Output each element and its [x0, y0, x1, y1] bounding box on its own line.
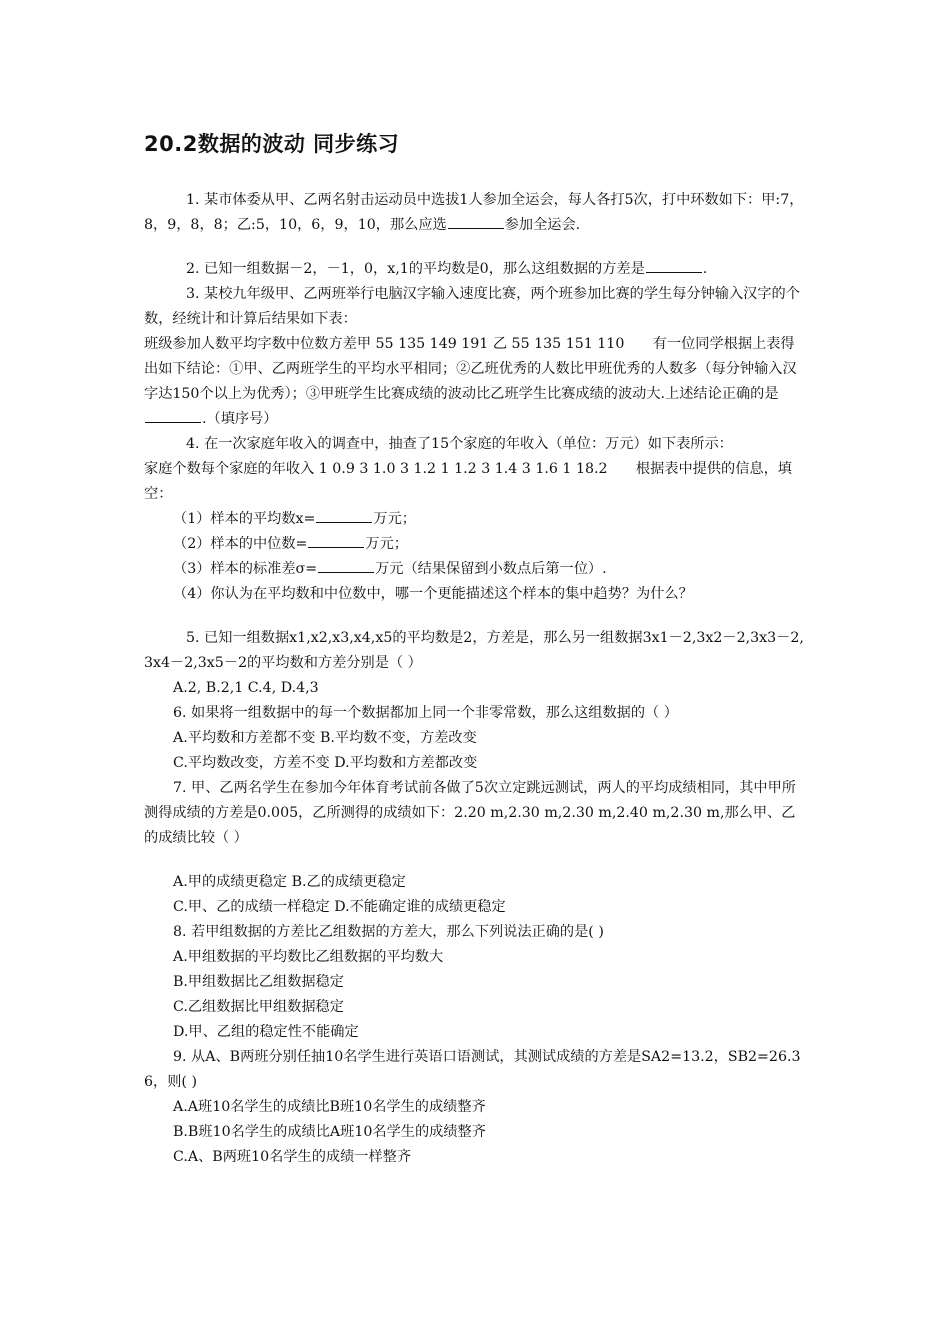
- question-2-text: 2. 已知一组数据－2，－1，0，x,1的平均数是0，那么这组数据的方差是: [186, 261, 645, 277]
- sub-3-text: （3）样本的标准差σ=: [173, 561, 318, 577]
- question-6: 6. 如果将一组数据中的每一个数据都加上同一个非零常数，那么这组数据的（ ）: [173, 705, 678, 721]
- question-3-table: 班级参加人数平均字数中位数方差甲 55 135 149 191 乙 55 135 151 110 有一位同学根据上表得出如下结论：①甲、乙两班学生的平均水平相同；②乙班优秀的人数比甲班优秀的人数多（每分钟输入汉字达150个以上为优秀）；③甲班学生比赛成绩的波动比乙班学生比赛成绩的波动大.上述结论正确的是: [144, 336, 797, 402]
- question-9-option-c: C.A、B两班10名学生的成绩一样整齐: [173, 1149, 412, 1165]
- page-title: 20.2数据的波动 同步练习: [144, 132, 400, 156]
- question-1: [144, 188, 808, 238]
- question-7-options-cd: C.甲、乙的成绩一样稳定 D.不能确定谁的成绩更稳定: [173, 899, 506, 915]
- answer-blank[interactable]: [316, 508, 372, 523]
- question-9-option-b: B.B班10名学生的成绩比A班10名学生的成绩整齐: [173, 1124, 486, 1140]
- question-6-options-cd: C.平均数改变，方差不变 D.平均数和方差都改变: [173, 755, 478, 771]
- question-4-sub-3: [144, 557, 808, 582]
- sub-2-text: （2）样本的中位数=: [173, 536, 308, 552]
- question-9: 9. 从A、B两班分别任抽10名学生进行英语口语测试，其测试成绩的方差是SA2=13.2，SB2=26.36，则( ): [144, 1049, 801, 1090]
- question-7: 7. 甲、乙两名学生在参加今年体育考试前各做了5次立定跳远测试，两人的平均成绩相同，其中甲所测得成绩的方差是0.005，乙所测得的成绩如下：2.20 m,2.30 m,2.30 m,2.40 m,2.30 m,那么甲、乙的成绩比较（ ）: [144, 780, 796, 846]
- sub-1-unit: 万元；: [373, 511, 416, 527]
- sub-1-text: （1）样本的平均数x=: [173, 511, 316, 527]
- question-7-options-ab: A.甲的成绩更稳定 B.乙的成绩更稳定: [173, 874, 406, 890]
- question-1-text: 1. 某市体委从甲、乙两名射击运动员中选拔1人参加全运会，每人各打5次，打中环数如下：甲:7，8，9，8，8；乙:5，10，6，9，10，那么应选: [144, 192, 804, 233]
- answer-blank[interactable]: [318, 558, 374, 573]
- question-4-sub-2: [144, 532, 808, 557]
- question-6-options-ab: A.平均数和方差都不变 B.平均数不变，方差改变: [173, 730, 477, 746]
- question-3-text-end: .（填序号）: [202, 411, 278, 427]
- answer-blank[interactable]: [646, 258, 702, 273]
- question-8-option-a: A.甲组数据的平均数比乙组数据的平均数大: [173, 949, 444, 965]
- question-4-intro: 4. 在一次家庭年收入的调查中，抽查了15个家庭的年收入（单位：万元）如下表所示：: [186, 436, 733, 452]
- question-9-option-a: A.A班10名学生的成绩比B班10名学生的成绩整齐: [173, 1099, 486, 1115]
- question-4-sub-1: [144, 507, 808, 532]
- question-2-text-end: .: [702, 261, 708, 277]
- question-3-intro: 3. 某校九年级甲、乙两班举行电脑汉字输入速度比赛，两个班参加比赛的学生每分钟输入汉字的个数，经统计和计算后结果如下表：: [144, 286, 800, 327]
- question-4-table: 家庭个数每个家庭的年收入 1 0.9 3 1.0 3 1.2 1 1.2 3 1.4 3 1.6 1 18.2 根据表中提供的信息，填空：: [144, 461, 792, 502]
- question-3-table-text: [144, 332, 808, 432]
- answer-blank[interactable]: [308, 533, 364, 548]
- question-8-option-b: B.甲组数据比乙组数据稳定: [173, 974, 344, 990]
- question-1-text-end: 参加全运会.: [504, 217, 581, 233]
- sub-3-unit: 万元（结果保留到小数点后第一位）.: [375, 561, 607, 577]
- question-8: 8. 若甲组数据的方差比乙组数据的方差大，那么下列说法正确的是( ): [173, 924, 604, 940]
- question-5: 5. 已知一组数据x1,x2,x3,x4,x5的平均数是2，方差是，那么另一组数据3x1－2,3x2－2,3x3－2,3x4－2,3x5－2的平均数和方差分别是（ ）: [144, 630, 804, 671]
- question-2: [144, 257, 808, 282]
- answer-blank[interactable]: [448, 214, 504, 229]
- answer-blank[interactable]: [145, 408, 201, 423]
- question-8-option-c: C.乙组数据比甲组数据稳定: [173, 999, 344, 1015]
- question-4-sub-4: （4）你认为在平均数和中位数中，哪一个更能描述这个样本的集中趋势？为什么？: [173, 586, 693, 602]
- question-5-options: A.2, B.2,1 C.4, D.4,3: [173, 680, 319, 696]
- question-8-option-d: D.甲、乙组的稳定性不能确定: [173, 1024, 359, 1040]
- sub-2-unit: 万元；: [365, 536, 408, 552]
- document-body: [144, 188, 808, 1170]
